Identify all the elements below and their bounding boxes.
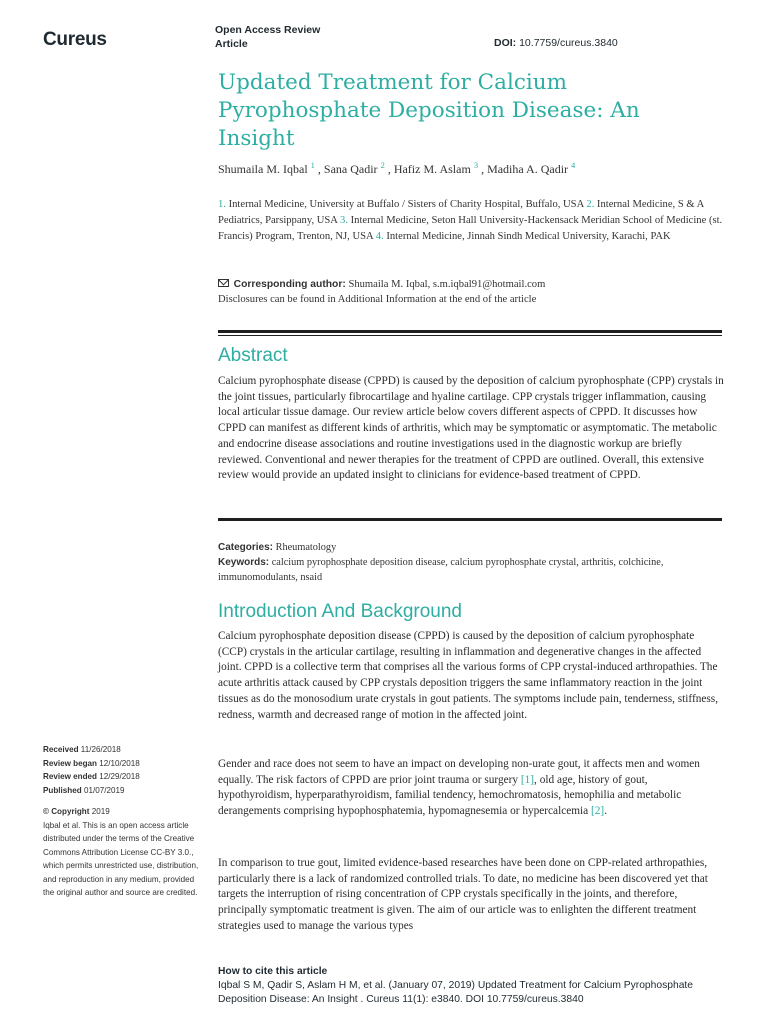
affiliation-number: 1. bbox=[218, 199, 226, 210]
review-ended-date: 12/29/2018 bbox=[99, 772, 140, 781]
disclosure-note: Disclosures can be found in Additional Information at the end of the article bbox=[218, 294, 537, 305]
article-type-line1: Open Access Review bbox=[215, 24, 321, 36]
received-label: Received bbox=[43, 745, 79, 754]
author-affil-ref[interactable]: 1 bbox=[310, 160, 315, 170]
intro-paragraph-1: Calcium pyrophosphate deposition disease (CPPD) is caused by the deposition of calcium pyrophosphate (CCP) crystals in the articular cartilage, resulting in inflammation and degenerative changes in the affected joint. CPPD is a collective term that comprises all the various forms of CPP crystal-induced arthropathies. The acute arthritis attack caused by CPP crystals deposition triggers the same inflammatory reaction in the joint tissues as do the monosodium urate crystals in gout patients. The symptoms include pain, tenderness, stiffness, redness, warmth and decreased range of motion in the affected joint. bbox=[218, 630, 719, 721]
copyright-label: © Copyright bbox=[43, 807, 90, 816]
abstract-divider bbox=[218, 518, 722, 521]
section-divider bbox=[218, 330, 722, 336]
corresponding-author bbox=[218, 277, 723, 307]
paragraph-text: , old age, history of gout, hypothyroidism, hyperparathyroidism, familial tendency, hemochromatosis, hemophilia and metabolic derangements comprising hypophosphatemia, hypomagnesemia or hypercalcemia bbox=[218, 773, 682, 818]
cite-heading: How to cite this article bbox=[218, 966, 328, 977]
how-to-cite bbox=[218, 965, 738, 1007]
categories-label: Categories: bbox=[218, 542, 274, 553]
affiliation-text: Internal Medicine, S & A Pediatrics, Parsippany, USA bbox=[218, 199, 704, 226]
keywords-label: Keywords: bbox=[218, 557, 270, 568]
affiliation-text: Internal Medicine, Seton Hall University-Hackensack Meridian School of Medicine (st. Francis) Program, Trenton, NJ, USA bbox=[218, 214, 723, 242]
author-affil-ref[interactable]: 3 bbox=[473, 160, 479, 170]
license-text: Iqbal et al. This is an open access article distributed under the terms of the Creative Commons Attribution License CC-BY 3.0., which permits unrestricted use, distribution, and reproduction in any medium, provided the original author and source are credited. bbox=[43, 820, 199, 897]
envelope-icon bbox=[218, 279, 229, 287]
abstract-text: Calcium pyrophosphate disease (CPPD) is caused by the deposition of calcium pyrophosphate (CPP) crystals in the joint tissues, particularly fibrocartilage and hyaline cartilage. CPP crystals trigger inflammation, causing local articular tissue damage. Our review article below covers different aspects of CPPD. It discusses how CPPD can manifest as different kinds of arthritis, which may be symptomatic or asymptomatic. The metabolic and endocrine disease associations and routine investigations used in the diagnostic workup are briefly reviewed. Conventional and newer therapies for the treatment of CPPD are outlined. Overall, this extensive review would provide an updated insight to clinicians for evidence-based treatment of CPPD. bbox=[218, 375, 724, 482]
author-name[interactable]: Hafiz M. Aslam bbox=[393, 162, 471, 176]
affiliation-number: 4. bbox=[375, 230, 384, 242]
journal-logo: Cureus bbox=[43, 29, 107, 50]
paragraph-text: Gender and race does not seem to have an impact on developing non-urate gout, it affects men and women equally. The risk factors of CPPD are prior joint trauma or surgery bbox=[218, 758, 700, 786]
affiliation-number: 3. bbox=[340, 214, 348, 226]
author-name[interactable]: Madiha A. Qadir bbox=[487, 162, 569, 176]
categories-block bbox=[218, 540, 723, 585]
received-date: 11/26/2018 bbox=[80, 745, 121, 754]
author-affil-ref[interactable]: 2 bbox=[380, 160, 385, 170]
published-date: 01/07/2019 bbox=[83, 785, 125, 795]
review-began-date: 12/10/2018 bbox=[99, 758, 140, 768]
article-title: Updated Treatment for Calcium Pyrophosphate Deposition Disease: An Insight bbox=[218, 70, 640, 151]
cite-text: Iqbal S M, Qadir S, Aslam H M, et al. (January 07, 2019) Updated Treatment for Calcium Pyrophosphate Deposition Disease: An Insight . Cureus 11(1): e3840. DOI 10.7759/cureus.3840 bbox=[218, 980, 694, 1005]
corresponding-label: Corresponding author: bbox=[233, 279, 346, 290]
article-type bbox=[215, 23, 355, 51]
review-began-label: Review began bbox=[43, 758, 97, 768]
intro-heading: Introduction And Background bbox=[218, 601, 463, 622]
doi-label: DOI: bbox=[494, 37, 517, 49]
author-name[interactable]: Shumaila M. Iqbal bbox=[218, 162, 308, 176]
published-label: Published bbox=[43, 785, 82, 795]
author-name[interactable]: Sana Qadir bbox=[323, 162, 378, 176]
article-history-sidebar bbox=[43, 743, 203, 900]
affiliation-number: 2. bbox=[586, 199, 595, 210]
doi bbox=[494, 37, 618, 49]
copyright-year: 2019 bbox=[91, 807, 110, 816]
categories-value: Rheumatology bbox=[275, 542, 337, 553]
review-ended-label: Review ended bbox=[43, 772, 97, 781]
reference-link-2[interactable]: [2] bbox=[591, 805, 605, 818]
doi-link[interactable]: 10.7759/cureus.3840 bbox=[519, 37, 618, 49]
intro-paragraph-3: In comparison to true gout, limited evidence-based researches have been done on CPP-related arthropathies, particularly there is a lack of randomized controlled trials. To date, no medicine has been discovered yet that targets the interruption of rising concentration of CPP crystals specifically in the joints, and therefore, principally symptomatic treatment is given. The aim of our article was to enlighten the different treatment strategies used to manage the various types bbox=[218, 857, 708, 932]
author-list: Shumaila M. Iqbal $^1$ , Sana Qadir $^2$ , Hafiz M. Aslam $^3$ , Madiha A. Qadir $^4$ bbox=[218, 160, 576, 176]
corresponding-value[interactable]: Shumaila M. Iqbal, s.m.iqbal91@hotmail.com bbox=[348, 279, 546, 290]
abstract-heading: Abstract bbox=[218, 345, 288, 366]
paragraph-text: . bbox=[604, 805, 608, 818]
author-affil-ref[interactable]: 4 bbox=[571, 160, 576, 170]
intro-paragraph-2 bbox=[218, 757, 724, 820]
article-type-line2: Article bbox=[215, 38, 248, 50]
affiliation-text: Internal Medicine, Jinnah Sindh Medical University, Karachi, PAK bbox=[386, 230, 671, 242]
keywords-value: calcium pyrophosphate deposition disease, calcium pyrophosphate crystal, arthritis, colchicine, immunomodulants, nsaid bbox=[218, 557, 664, 583]
affiliation-text: Internal Medicine, University at Buffalo / Sisters of Charity Hospital, Buffalo, USA bbox=[228, 199, 584, 210]
affiliations bbox=[218, 197, 723, 244]
reference-link-1[interactable]: [1] bbox=[520, 773, 535, 786]
